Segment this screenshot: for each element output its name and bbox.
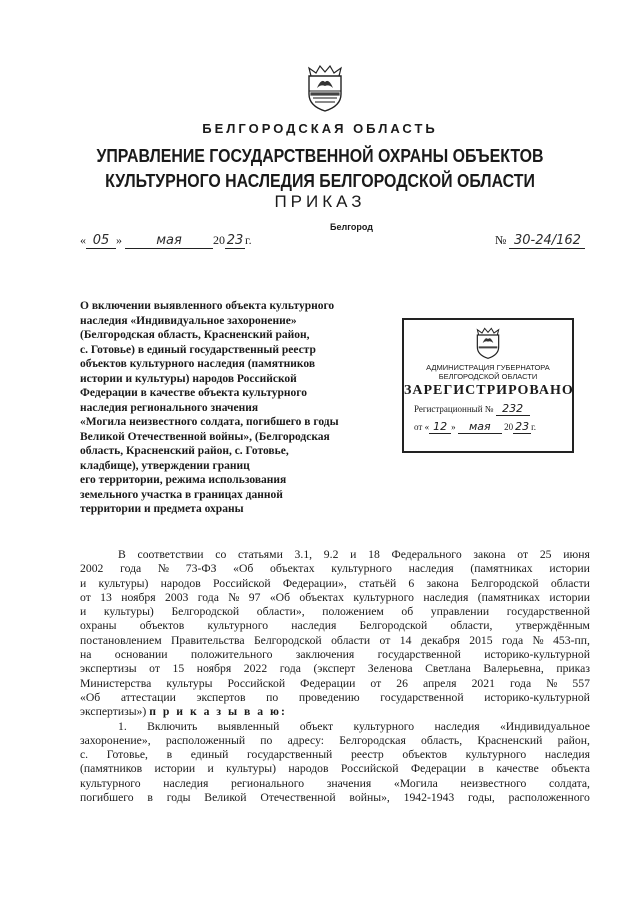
subject-line: наследия регионального значения <box>80 401 259 414</box>
body-line: (памятников истории и культуры) народов Российской Федерации в качестве объекта <box>80 762 590 776</box>
stamp-date-line <box>414 420 536 434</box>
body-line: с. Готовье, в единый государственный реестр объектов культурного наследия <box>80 748 590 762</box>
subject-line: «Могила неизвестного солдата, погибшего в годы <box>80 416 339 428</box>
agency-name-line: КУЛЬТУРНОГО НАСЛЕДИЯ БЕЛГОРОДСКОЙ ОБЛАСТИ <box>105 170 535 191</box>
body-line: и культуры) Белгородской области», положением об управлении государственной <box>80 605 590 619</box>
stamp-reg-label: Регистрационный № <box>414 404 494 414</box>
order-word: п р и к а з ы в а ю: <box>149 705 287 719</box>
body-line: от 13 ноября 2003 года № 97 «Об объектах культурного наследия (памятниках истории <box>80 590 590 604</box>
body-line: 1. Включить выявленный объект культурного наследия «Индивидуальное <box>118 719 590 733</box>
order-subject <box>80 299 380 517</box>
stamp-reg-number: 232 <box>496 402 530 416</box>
subject-line: его территории, режима использования <box>80 474 287 486</box>
stamp-year-suffix: 23 <box>515 420 530 433</box>
body-line: экспертизы от 15 ноября 2022 года (эксперт Зеленова Светлана Валерьевна, приказ <box>80 662 590 676</box>
stamp-from-label: от « <box>414 422 430 432</box>
coat-of-arms-emblem <box>305 64 345 112</box>
registration-stamp <box>402 318 574 453</box>
body-line: и культуры) народов Российской Федерации», статьёй 6 закона Белгородской области <box>80 576 590 590</box>
stamp-reg-number-line <box>414 402 530 416</box>
body-line: 2002 года № 73-ФЗ «Об объектах культурного наследия (памятниках истории <box>80 562 590 576</box>
stamp-registered: ЗАРЕГИСТРИРОВАНО <box>404 383 574 398</box>
order-number <box>495 233 585 249</box>
body-line: культурного наследия регионального значения «Могила неизвестного солдата, <box>80 776 590 790</box>
agency-name <box>45 143 595 193</box>
stamp-authority-line: БЕЛГОРОДСКОЙ ОБЛАСТИ <box>438 372 538 381</box>
body-line: охраны объектов культурного наследия Белгородской области, утверждённым <box>80 619 590 633</box>
body-line-text: экспертизы») <box>80 705 147 719</box>
subject-line: земельного участка в границах данной <box>80 488 283 501</box>
date-day: 05 <box>86 233 116 249</box>
date-year-suffix: 23 <box>226 233 244 248</box>
stamp-year-label: г. <box>531 422 537 432</box>
body-line: погибшего в годы Великой Отечественной войны», 1942-1943 годы, расположенного <box>80 791 590 805</box>
body-line: Министерства культуры Российской Федерации от 26 апреля 2021 года № 557 <box>80 676 590 690</box>
body-line <box>80 705 590 719</box>
subject-line: наследия «Индивидуальное захоронение» <box>80 314 297 327</box>
subject-line: истории и культуры) народов Российской <box>80 372 297 385</box>
body-line: «Об аттестации экспертов по проведению государственной историко-культурной <box>80 690 590 704</box>
stamp-authority <box>404 363 572 381</box>
subject-line: (Белгородская область, Красненский район, <box>80 329 310 341</box>
city-label: Белгород <box>330 222 373 232</box>
date-quote: » <box>116 233 122 247</box>
subject-line: объектов культурного наследия (памятников <box>80 358 316 370</box>
date-year-label: г. <box>245 233 252 247</box>
stamp-emblem-icon <box>473 327 503 359</box>
body-line: постановлением Правительства Белгородской области от 14 декабря 2015 года № 453-пп, <box>80 633 590 647</box>
stamp-day: 12 <box>429 420 451 434</box>
agency-name-line: УПРАВЛЕНИЕ ГОСУДАРСТВЕННОЙ ОХРАНЫ ОБЪЕКТОВ <box>96 145 544 166</box>
date-quote: « <box>80 233 86 247</box>
body-line: на основании положительного заключения государственной историко-культурной <box>80 648 590 662</box>
subject-line: Федерации в качестве объекта культурного <box>80 387 307 399</box>
subject-line: территории и предмета охраны <box>80 503 244 515</box>
body-line: В соответствии со статьями 3.1, 9.2 и 18 Федерального закона от 25 июня <box>118 548 590 561</box>
date-month: мая <box>125 233 213 249</box>
subject-line: О включении выявленного объекта культурного <box>80 300 335 312</box>
subject-line: Великой Отечественной войны», (Белгородская <box>80 430 330 443</box>
body-line: захоронение», расположенный по адресу: Белгородская область, Красненский район, <box>80 733 590 747</box>
document-type: ПРИКАЗ <box>274 192 366 211</box>
region-heading: БЕЛГОРОДСКАЯ ОБЛАСТЬ <box>202 121 438 136</box>
number-label: № <box>495 233 507 247</box>
stamp-authority-line: АДМИНИСТРАЦИЯ ГУБЕРНАТОРА <box>426 363 550 372</box>
subject-line: кладбище), утверждении границ <box>80 459 250 472</box>
subject-line: с. Готовье) в единый государственный реестр <box>80 343 316 356</box>
date-year-prefix: 20 <box>213 233 225 247</box>
order-body <box>80 548 590 805</box>
order-date <box>80 233 252 249</box>
stamp-year-prefix: 20 <box>504 422 514 432</box>
number-value: 30-24/162 <box>509 233 585 249</box>
stamp-month: мая <box>458 420 502 434</box>
stamp-quote: » <box>451 422 456 432</box>
subject-line: область, Красненский район, с. Готовье, <box>80 445 289 457</box>
